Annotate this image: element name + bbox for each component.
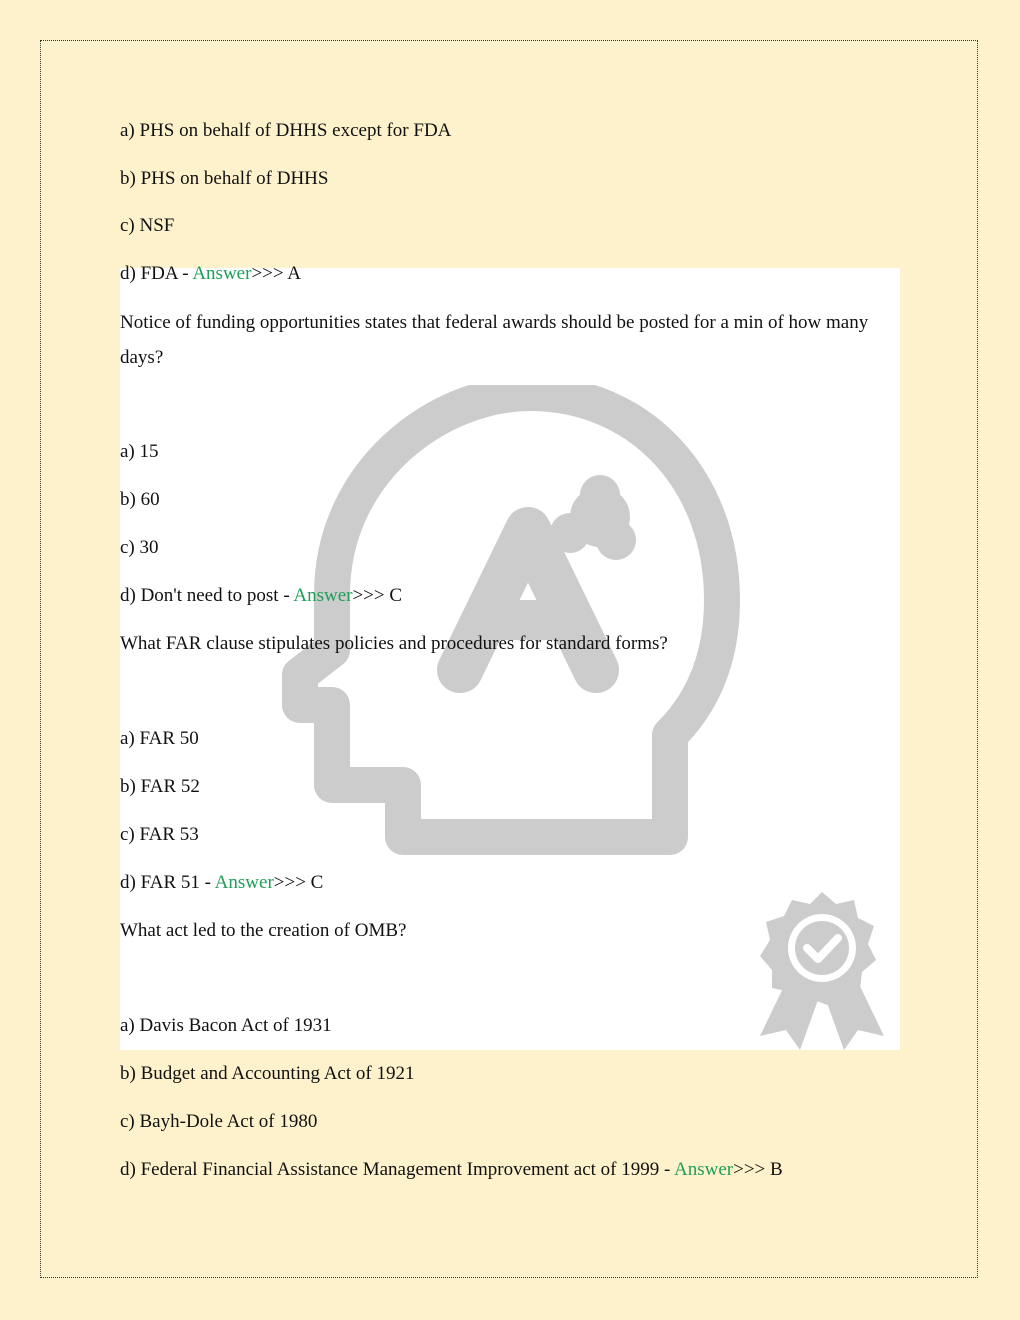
head-a-plus-icon [270,385,750,865]
q4-answer-value: >>> B [733,1159,783,1180]
q1-answer-label: Answer [192,263,252,284]
q2-option-b: b) 60 [120,489,160,510]
q4-question: What act led to the creation of OMB? [120,920,407,941]
q4-option-b: b) Budget and Accounting Act of 1921 [120,1063,415,1084]
q4-option-d-text: d) Federal Financial Assistance Management Improvement act of 1999 - [120,1159,675,1180]
q3-option-d-text: d) FAR 51 - [120,872,215,893]
q1-option-d-text: d) FDA - [120,263,193,284]
q3-option-a: a) FAR 50 [120,728,199,749]
q2-option-c: c) 30 [120,537,159,558]
q1-option-a: a) PHS on behalf of DHHS except for FDA [120,120,452,141]
q1-option-b: b) PHS on behalf of DHHS [120,168,329,189]
q1-answer-value: >>> A [251,263,302,284]
q1-option-d [120,257,301,291]
q3-question: What FAR clause stipulates policies and procedures for standard forms? [120,633,668,654]
q3-option-d [120,866,323,900]
q3-option-c: c) FAR 53 [120,824,199,845]
q4-option-a: a) Davis Bacon Act of 1931 [120,1015,332,1036]
q4-option-c: c) Bayh-Dole Act of 1980 [120,1111,318,1132]
q2-option-d-text: d) Don't need to post - [120,585,294,606]
q1-option-c: c) NSF [120,215,175,236]
q2-answer-label: Answer [293,585,353,606]
q3-answer-label: Answer [214,872,274,893]
q2-option-a: a) 15 [120,441,159,462]
q4-option-d [120,1153,783,1187]
q2-question: Notice of funding opportunities states that federal awards should be posted for a min of how many days? [120,312,869,368]
q3-answer-value: >>> C [273,872,324,893]
q3-option-b: b) FAR 52 [120,776,200,797]
q2-option-d [120,579,402,613]
q2-answer-value: >>> C [352,585,403,606]
q4-answer-label: Answer [674,1159,734,1180]
award-badge-icon [752,888,892,1053]
